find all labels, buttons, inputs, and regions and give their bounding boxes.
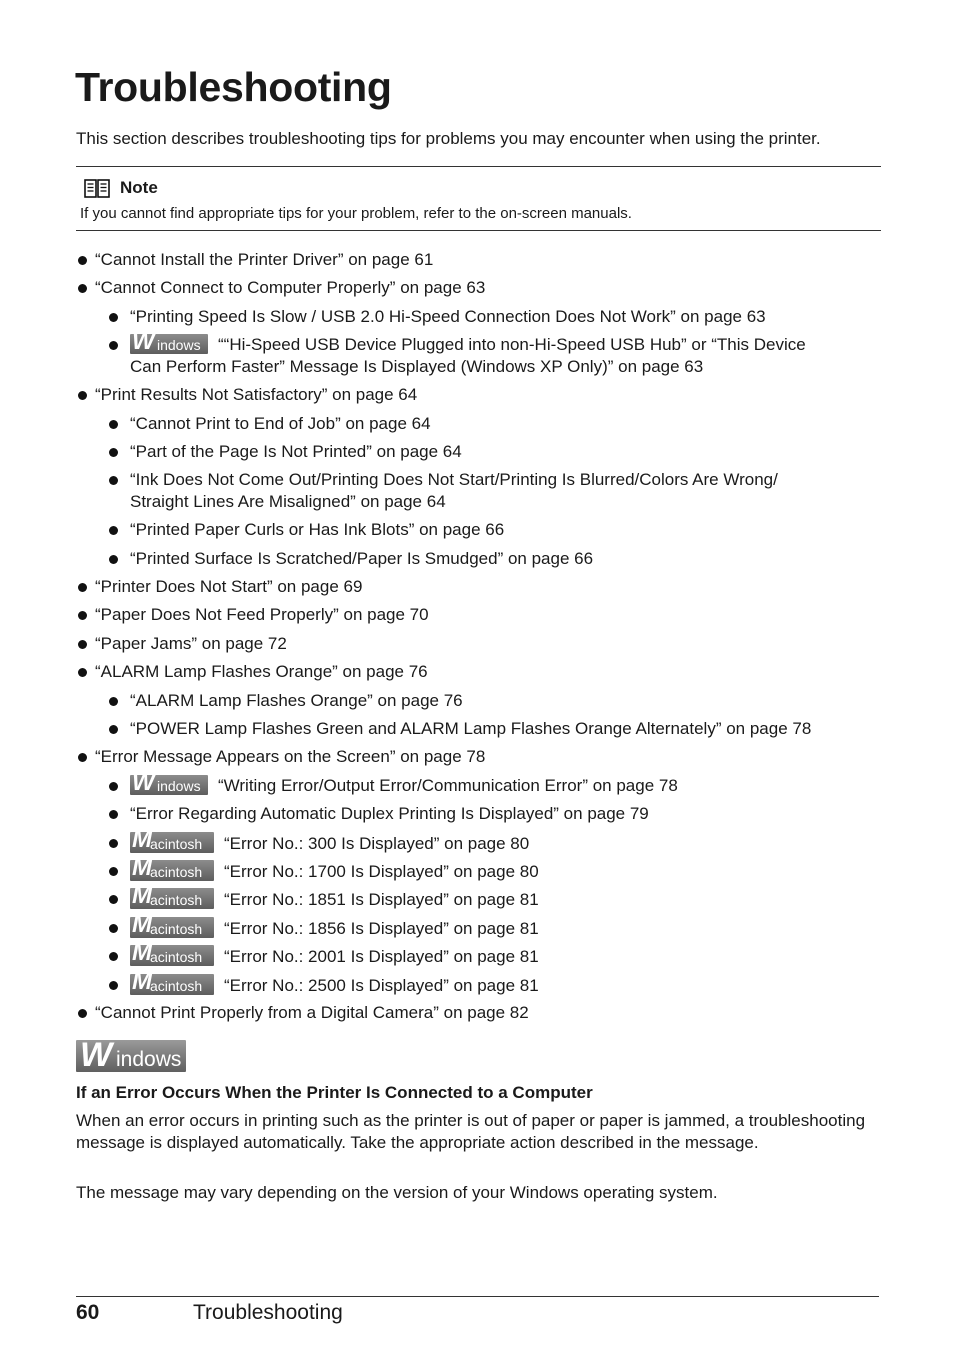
toc-item-label: “Paper Does Not Feed Properly” on page 70 xyxy=(95,605,429,624)
toc-item[interactable] xyxy=(95,277,485,299)
toc-item-label: “Error No.: 1856 Is Displayed” on page 81 xyxy=(224,919,539,938)
macintosh-badge-icon xyxy=(130,826,214,853)
toc-item[interactable] xyxy=(130,441,462,463)
windows-badge-icon xyxy=(130,328,208,355)
toc-item-line xyxy=(130,803,649,825)
toc-item[interactable] xyxy=(95,604,429,626)
toc-item-label: “Error No.: 2001 Is Displayed” on page 81 xyxy=(224,947,539,966)
toc-item-label: “Error Regarding Automatic Duplex Printing Is Displayed” on page 79 xyxy=(130,804,649,823)
toc-item-label: “Cannot Print Properly from a Digital Camera” on page 82 xyxy=(95,1003,529,1022)
toc-item-line xyxy=(130,718,811,740)
toc-item-label: “Ink Does Not Come Out/Printing Does Not Start/Printing Is Blurred/Colors Are Wrong/ xyxy=(130,470,778,489)
toc-item[interactable] xyxy=(95,746,485,768)
toc-item-line xyxy=(130,328,806,356)
toc-item-line xyxy=(95,1002,529,1024)
bullet-icon xyxy=(109,313,118,322)
note-label: Note xyxy=(120,178,158,197)
macintosh-badge-icon xyxy=(130,911,214,938)
macintosh-badge-icon xyxy=(130,968,214,995)
bullet-icon xyxy=(109,448,118,457)
page-title: Troubleshooting xyxy=(75,64,392,110)
badge-initial: M xyxy=(132,939,152,966)
badge-initial: M xyxy=(132,854,152,881)
toc-item-label: ““Hi-Speed USB Device Plugged into non-Hi-Speed USB Hub” or “This Device xyxy=(218,335,806,354)
toc-item-label: “Writing Error/Output Error/Communication Error” on page 78 xyxy=(218,776,678,795)
bullet-icon xyxy=(109,924,118,933)
toc-item-line xyxy=(130,911,539,940)
bullet-icon xyxy=(109,895,118,904)
bullet-icon xyxy=(109,952,118,961)
toc-item[interactable] xyxy=(130,328,806,378)
toc-item[interactable] xyxy=(130,690,463,712)
badge-initial: M xyxy=(132,968,152,995)
toc-item-line xyxy=(130,519,504,541)
toc-item-line xyxy=(130,854,539,883)
toc-item[interactable] xyxy=(130,803,649,825)
toc-item-line xyxy=(130,690,463,712)
toc-item-line xyxy=(95,633,287,655)
badge-text: indows xyxy=(157,778,201,794)
badge-text: acintosh xyxy=(150,864,203,880)
badge-initial: W xyxy=(132,769,155,796)
toc-item-line xyxy=(130,882,539,911)
toc-item-label: “Printing Speed Is Slow / USB 2.0 Hi-Speed Connection Does Not Work” on page 63 xyxy=(130,307,766,326)
bullet-icon xyxy=(78,583,87,592)
toc-item-label: “Error No.: 2500 Is Displayed” on page 81 xyxy=(224,976,539,995)
bullet-icon xyxy=(78,611,87,620)
bullet-icon xyxy=(109,981,118,990)
toc-item-label: “Paper Jams” on page 72 xyxy=(95,634,287,653)
toc-item-label: “Error Message Appears on the Screen” on page 78 xyxy=(95,747,486,766)
macintosh-badge-icon xyxy=(130,854,214,881)
toc-item-line xyxy=(130,306,766,328)
badge-initial: W xyxy=(132,328,155,355)
note-text: If you cannot find appropriate tips for your problem, refer to the on-screen manuals. xyxy=(80,205,632,222)
windows-logo-initial: W xyxy=(80,1036,113,1074)
bullet-icon xyxy=(78,256,87,265)
toc-item-line xyxy=(95,384,417,406)
toc-item[interactable] xyxy=(130,968,539,997)
footer-title: Troubleshooting xyxy=(193,1301,343,1324)
toc-item-line xyxy=(130,968,539,997)
bullet-icon xyxy=(78,1009,87,1018)
toc-item-line xyxy=(95,249,433,271)
toc-item[interactable] xyxy=(130,306,766,328)
toc-item-label: “ALARM Lamp Flashes Orange” on page 76 xyxy=(95,662,428,681)
toc-item[interactable] xyxy=(95,661,428,683)
toc-item[interactable] xyxy=(130,718,811,740)
toc-item[interactable] xyxy=(95,1002,529,1024)
toc-item[interactable] xyxy=(130,769,678,797)
toc-item-label: “ALARM Lamp Flashes Orange” on page 76 xyxy=(130,691,463,710)
toc-item[interactable] xyxy=(95,249,433,271)
bullet-icon xyxy=(78,391,87,400)
badge-initial: M xyxy=(132,882,152,909)
toc-item-label: “Cannot Install the Printer Driver” on page 61 xyxy=(95,250,434,269)
bullet-icon xyxy=(78,640,87,649)
toc-item-label: “Error No.: 1700 Is Displayed” on page 80 xyxy=(224,862,539,881)
bullet-icon xyxy=(109,341,118,350)
toc-item-line xyxy=(130,441,462,463)
toc-item[interactable] xyxy=(130,469,778,513)
badge-text: acintosh xyxy=(150,978,203,994)
toc-item[interactable] xyxy=(130,413,431,435)
toc-item[interactable] xyxy=(95,576,362,598)
badge-text: acintosh xyxy=(150,836,203,852)
toc-item-line xyxy=(95,604,429,626)
toc-item-line xyxy=(95,277,485,299)
toc-item-label-continued: Can Perform Faster” Message Is Displayed (Windows XP Only)” on page 63 xyxy=(130,357,704,376)
toc-item-line xyxy=(130,548,593,570)
toc-item-label: “Printed Surface Is Scratched/Paper Is Smudged” on page 66 xyxy=(130,549,594,568)
bullet-icon xyxy=(78,284,87,293)
toc-item-line xyxy=(130,826,530,855)
badge-text: acintosh xyxy=(150,949,203,965)
bullet-icon xyxy=(109,555,118,564)
toc-item-line xyxy=(95,661,428,683)
toc-item-label: “Cannot Connect to Computer Properly” on page 63 xyxy=(95,278,486,297)
toc-item-line xyxy=(130,413,431,435)
toc-item-label: “Error No.: 1851 Is Displayed” on page 81 xyxy=(224,890,539,909)
toc-item-line xyxy=(130,769,678,797)
note-book-icon xyxy=(84,179,110,198)
bullet-icon xyxy=(109,697,118,706)
toc-item-line xyxy=(130,469,778,491)
toc-item[interactable] xyxy=(130,882,539,911)
toc-item[interactable] xyxy=(95,633,287,655)
section-paragraph-1: When an error occurs in printing such as the printer is out of paper or paper is jammed, a troubleshooting message is displayed automatically. Take the appropriate action described in the message. xyxy=(76,1111,866,1152)
toc-item-label: “Print Results Not Satisfactory” on page 64 xyxy=(95,385,418,404)
toc-item-label: “POWER Lamp Flashes Green and ALARM Lamp Flashes Orange Alternately” on page 78 xyxy=(130,719,812,738)
toc-item[interactable] xyxy=(130,911,539,940)
bullet-icon xyxy=(109,420,118,429)
toc-item[interactable] xyxy=(130,519,504,541)
intro-text: This section describes troubleshooting tips for problems you may encounter when using the printer. xyxy=(76,129,821,148)
toc-item-label: “Cannot Print to End of Job” on page 64 xyxy=(130,414,431,433)
toc-item-label: “Error No.: 300 Is Displayed” on page 80 xyxy=(224,834,530,853)
bullet-icon xyxy=(109,526,118,535)
toc-item[interactable] xyxy=(130,939,539,968)
badge-initial: M xyxy=(132,826,152,853)
toc-item-label: “Part of the Page Is Not Printed” on page 64 xyxy=(130,442,462,461)
windows-logo-text: indows xyxy=(116,1048,182,1071)
bullet-icon xyxy=(109,476,118,485)
windows-badge-icon xyxy=(130,769,208,796)
toc-item-line xyxy=(95,746,485,768)
badge-initial: M xyxy=(132,911,152,938)
note-box xyxy=(76,166,881,231)
toc-item[interactable] xyxy=(130,548,593,570)
toc-item[interactable] xyxy=(130,854,539,883)
bullet-icon xyxy=(78,668,87,677)
toc-item[interactable] xyxy=(130,826,530,855)
toc-item-label: “Printer Does Not Start” on page 69 xyxy=(95,577,363,596)
bullet-icon xyxy=(109,839,118,848)
badge-text: indows xyxy=(157,337,201,353)
toc-item[interactable] xyxy=(95,384,417,406)
bullet-icon xyxy=(109,782,118,791)
badge-text: acintosh xyxy=(150,892,203,908)
badge-text: acintosh xyxy=(150,921,203,937)
macintosh-badge-icon xyxy=(130,939,214,966)
footer-rule xyxy=(76,1296,879,1297)
bullet-icon xyxy=(109,867,118,876)
windows-logo xyxy=(76,1036,186,1074)
page-number: 60 xyxy=(76,1301,100,1324)
bullet-icon xyxy=(78,753,87,762)
toc-item-line xyxy=(130,939,539,968)
macintosh-badge-icon xyxy=(130,882,214,909)
note-header xyxy=(84,178,158,198)
bullet-icon xyxy=(109,810,118,819)
bullet-icon xyxy=(109,725,118,734)
section-heading: If an Error Occurs When the Printer Is Connected to a Computer xyxy=(76,1083,593,1102)
toc-item-label-continued: Straight Lines Are Misaligned” on page 64 xyxy=(130,492,446,511)
toc-item-label: “Printed Paper Curls or Has Ink Blots” on page 66 xyxy=(130,520,505,539)
section-paragraph-2: The message may vary depending on the version of your Windows operating system. xyxy=(76,1183,718,1202)
toc-item-line xyxy=(95,576,362,598)
